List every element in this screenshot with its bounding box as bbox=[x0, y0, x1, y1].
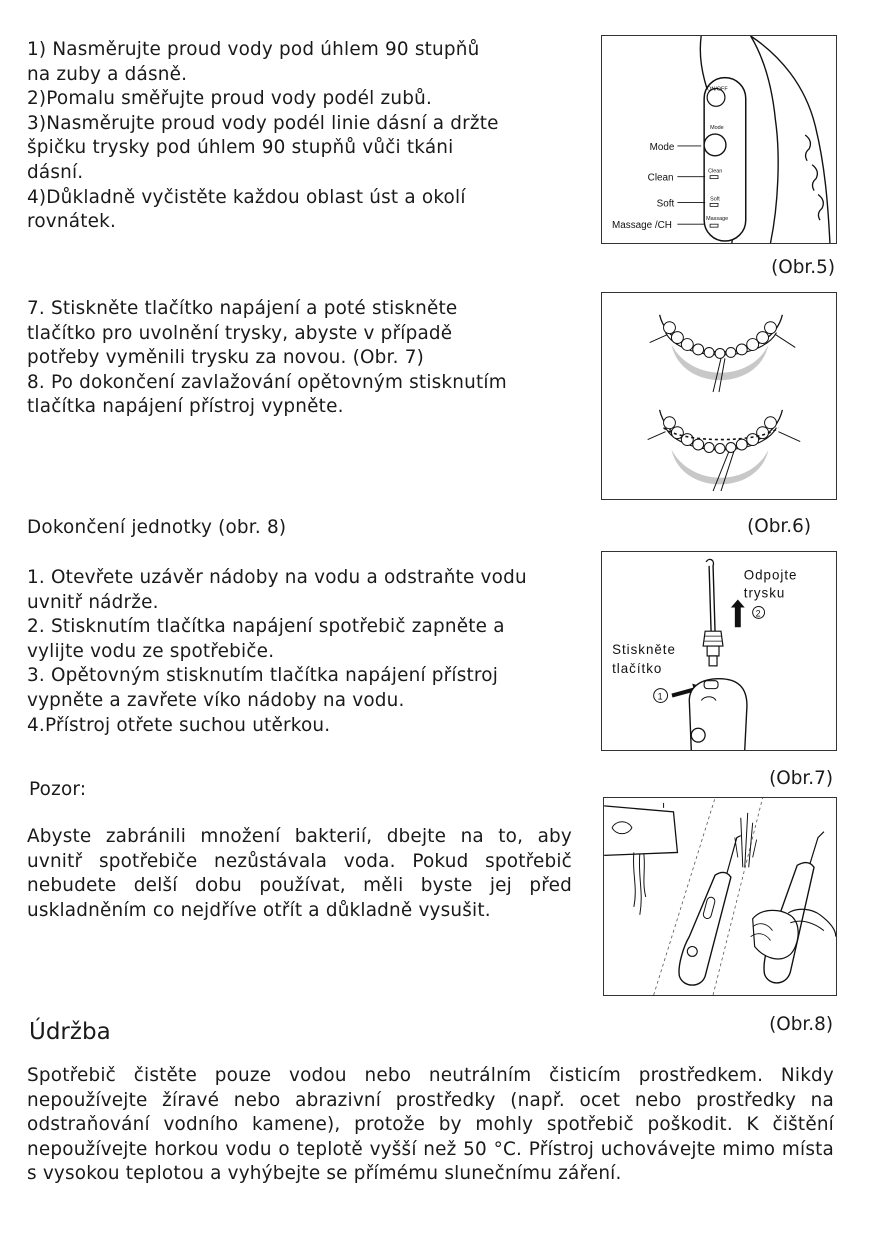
figure-caption-obr5: (Obr.5) bbox=[771, 257, 835, 278]
text-line: 2)Pomalu směřujte proud vody podél zubů. bbox=[27, 88, 433, 110]
mode-button-graphic bbox=[704, 134, 726, 156]
maintenance-text: Spotřebič čistěte pouze vodou nebo neutrálním čisticím prostředkem. Nikdy nepoužívejte žíravé nebo abrazivní prostředky (např. ocet nebo prostředky na odstraňování vodního kamene), protože by mohly spotřebič poškodit. K čištění nepoužívejte horkou vodu o teplotě vyšší než 50 °C. Přístroj uchovávejte mimo místa s vysokou teplotou a vyhýbejte se přímému slunečnímu záření. bbox=[27, 1065, 834, 1185]
text-line: 4.Přístroj otřete suchou utěrkou. bbox=[27, 714, 331, 736]
device-label-mode: Mode bbox=[710, 125, 724, 132]
instructions-finishing-steps bbox=[27, 566, 587, 738]
device-buttons-illustration bbox=[602, 36, 836, 243]
section-heading-maintenance: Údržba bbox=[29, 1019, 111, 1045]
text-line: špičku trysky pod úhlem 90 stupňů vůči tkáni bbox=[27, 137, 454, 159]
device-label-massage: Massage bbox=[706, 216, 729, 223]
device-label-clean: Clean bbox=[708, 168, 723, 175]
figure-device-buttons bbox=[601, 35, 837, 244]
device-label-soft: Soft bbox=[710, 196, 720, 203]
nozzle-release-illustration bbox=[602, 552, 836, 750]
label-press-line1: Stiskněte bbox=[612, 641, 676, 657]
device-label-onoff: ON/OFF bbox=[707, 86, 728, 93]
text-line: 7. Stiskněte tlačítko napájení a poté stiskněte bbox=[27, 298, 458, 319]
label-press-line2: tlačítko bbox=[612, 660, 663, 676]
drying-device-illustration bbox=[604, 798, 836, 995]
up-arrow-icon bbox=[731, 600, 745, 628]
text-line: vylijte vodu ze spotřebiče. bbox=[27, 640, 275, 662]
figure-teeth-irrigation bbox=[601, 292, 837, 500]
text-line: 3)Nasměrujte proud vody podél linie dásní a držte bbox=[27, 112, 499, 134]
warning-text: Abyste zabránili množení bakterií, dbejte na to, aby uvnitř spotřebiče nezůstávala voda. Pokud spotřebič nebudete delší dobu používat, měli byste jej před uskladněním co nejdříve otřít a důkladně vysušit. bbox=[27, 826, 572, 921]
text-line: tlačítko pro uvolnění trysky, abyste v případě bbox=[27, 322, 453, 344]
section-heading-warning: Pozor: bbox=[29, 779, 87, 800]
text-line: vypněte a zavřete víko nádoby na vodu. bbox=[27, 689, 405, 711]
text-line: 8. Po dokončení zavlažování opětovným stisknutím bbox=[27, 371, 507, 393]
text-line: rovnátek. bbox=[27, 211, 117, 233]
figure-nozzle-release bbox=[601, 551, 837, 751]
label-clean: Clean bbox=[647, 172, 674, 184]
teeth-illustration bbox=[602, 293, 836, 499]
text-line: 3. Opětovným stisknutím tlačítka napájení přístroj bbox=[27, 665, 499, 687]
maintenance-paragraph bbox=[27, 1064, 834, 1187]
text-line: uvnitř nádrže. bbox=[27, 591, 159, 613]
text-line: dásní. bbox=[27, 161, 84, 183]
label-disconnect-line2: trysku bbox=[743, 585, 786, 601]
section-heading-finishing: Dokončení jednotky (obr. 8) bbox=[27, 517, 287, 538]
label-disconnect-line1: Odpojte bbox=[743, 567, 798, 583]
warning-paragraph bbox=[27, 825, 572, 923]
figure-caption-obr8: (Obr.8) bbox=[769, 1014, 833, 1035]
instructions-steps-7-8 bbox=[27, 297, 587, 420]
figure-caption-obr7: (Obr.7) bbox=[769, 768, 833, 789]
text-line: na zuby a dásně. bbox=[27, 63, 188, 85]
marker-2: 2 bbox=[755, 608, 761, 619]
marker-1: 1 bbox=[657, 691, 663, 702]
label-mode: Mode bbox=[649, 141, 675, 153]
text-line: tlačítka napájení přístroj vypněte. bbox=[27, 396, 344, 418]
text-line: 4)Důkladně vyčistěte každou oblast úst a okolí bbox=[27, 186, 466, 208]
figure-drying-device bbox=[603, 797, 837, 996]
text-line: 2. Stisknutím tlačítka napájení spotřebič zapněte a bbox=[27, 616, 505, 638]
text-line: 1) Nasměrujte proud vody pod úhlem 90 stupňů bbox=[27, 39, 480, 60]
label-soft: Soft bbox=[656, 198, 675, 210]
instructions-steps-1-4 bbox=[27, 38, 587, 235]
label-massage-ch: Massage /CH bbox=[612, 220, 672, 232]
text-line: 1. Otevřete uzávěr nádoby na vodu a odstraňte vodu bbox=[27, 567, 527, 588]
text-line: potřeby vyměnili trysku za novou. (Obr. 7) bbox=[27, 347, 424, 369]
figure-caption-obr6: (Obr.6) bbox=[747, 516, 811, 537]
